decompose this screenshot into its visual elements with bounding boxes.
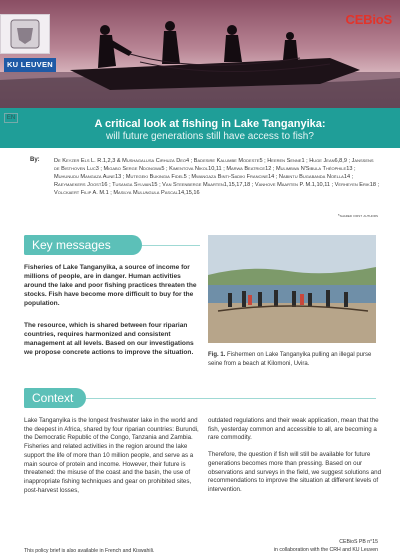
figure-photo: [208, 235, 376, 343]
authors-by-label: By:: [30, 157, 40, 163]
context-left-column: [24, 417, 202, 495]
context-right-column: [208, 417, 386, 495]
context-paragraph-2: outdated regulations and their weak application, mean that the fish, yesterday common and accessible to all, are becoming a rare commodity.: [208, 417, 379, 442]
context-paragraph-3: Therefore, the question if fish will still be available for future generations becomes more than pressing. Based on our observations and surveys in the field, we suggest solutions and recommendations to improve the situation at different levels of intervention.: [208, 451, 382, 493]
ku-leuven-logo: KU LEUVEN: [4, 58, 56, 72]
figure-caption-text: Fishermen on Lake Tanganyika pulling an illegal purse seine from a beach at Kilomoni, Uvira.: [208, 352, 372, 367]
hero-fishermen-illustration: [0, 0, 400, 108]
context-rule: [86, 398, 376, 399]
figure-label: Fig. 1.: [208, 352, 226, 358]
authors-list: De Keyzer Els L. R.1,2,3 & Mushagalusa Cirhuza Deo4 ; Badesire Kalumbe Modeste5 ; Heeren Senne1 ; Huge Jean6,8,9 ; Janssens de Bisthoven Luc3 ; Migabo Serge Ndongwa5 ; Kimentova Nikol10,11 ; Marwa Beatrice12 ; Mulimbwa N'Sibula Théophile13 ; Muhunudu Mangaza Aune13 ; Mutegeki Bukingia Fidel5 ; Mwangaza Binti-Sadiki Francine14 ; Nabintu Bugabanda Noëlla14 ; Raeymaekers Joost16 ; Tusanga Sylvain15 ; Van Steenberge Maarten1,15,17,18 ; Vanhove Maarten P. M.1,10,11 ; Verheyen Erik18 ; Volckaert Filip A. M.1 ; Masilya Mulungula Pascal14,15,16: [54, 158, 380, 196]
shield-logo-icon: [5, 18, 45, 50]
key-messages-rule: [142, 245, 200, 246]
language-tag: EN: [4, 113, 18, 123]
page-subtitle: will future generations still have access to fish?: [106, 131, 314, 142]
institution-logo: [0, 14, 50, 54]
context-heading: Context: [24, 388, 86, 408]
hero-banner: [0, 0, 400, 108]
shared-authors-note: *shared first authors: [337, 213, 378, 218]
fishermen-beach-photo: [208, 235, 376, 343]
context-paragraph-1: Lake Tanganyika is the longest freshwater lake in the world and the deepest in Africa, shared by four riparian countries: Burundi, the Democratic Republic of the Congo, Tanzania and Zambia. Fisheries and related activities in the region around the lake support the life of more than 10 million people, and serve as a main source of protein and income. However, their future is threatened: the misuse of the coast and the basin, the use of inappropriate fishing techniques and gear on prohibited sites, post-harvest losses,: [24, 417, 199, 494]
key-message-2: The resource, which is shared between four riparian countries, requires harmonized and consistent management at all levels. Based on our investigations we propose concrete actions to improve the situation.: [24, 322, 194, 356]
footer-collaboration: in collaboration with the CRH and KU Leuven: [273, 547, 378, 553]
key-message-1: Fisheries of Lake Tanganyika, a source of income for millions of people, are in danger. Human activities around the lake and poor fishing practices threaten the stocks. Fish have become more difficult to buy for the population.: [24, 264, 197, 307]
page-title: A critical look at fishing in Lake Tanganyika:: [94, 118, 326, 130]
key-messages-heading: Key messages: [24, 235, 142, 255]
footer-language-note: This policy brief is also available in French and Kiswahili.: [24, 548, 155, 554]
footer-brief-number: CEBioS PB n°15: [339, 539, 378, 545]
cebios-logo: CEBioS: [345, 12, 392, 27]
title-band: [0, 108, 400, 148]
figure-caption: [208, 351, 380, 368]
